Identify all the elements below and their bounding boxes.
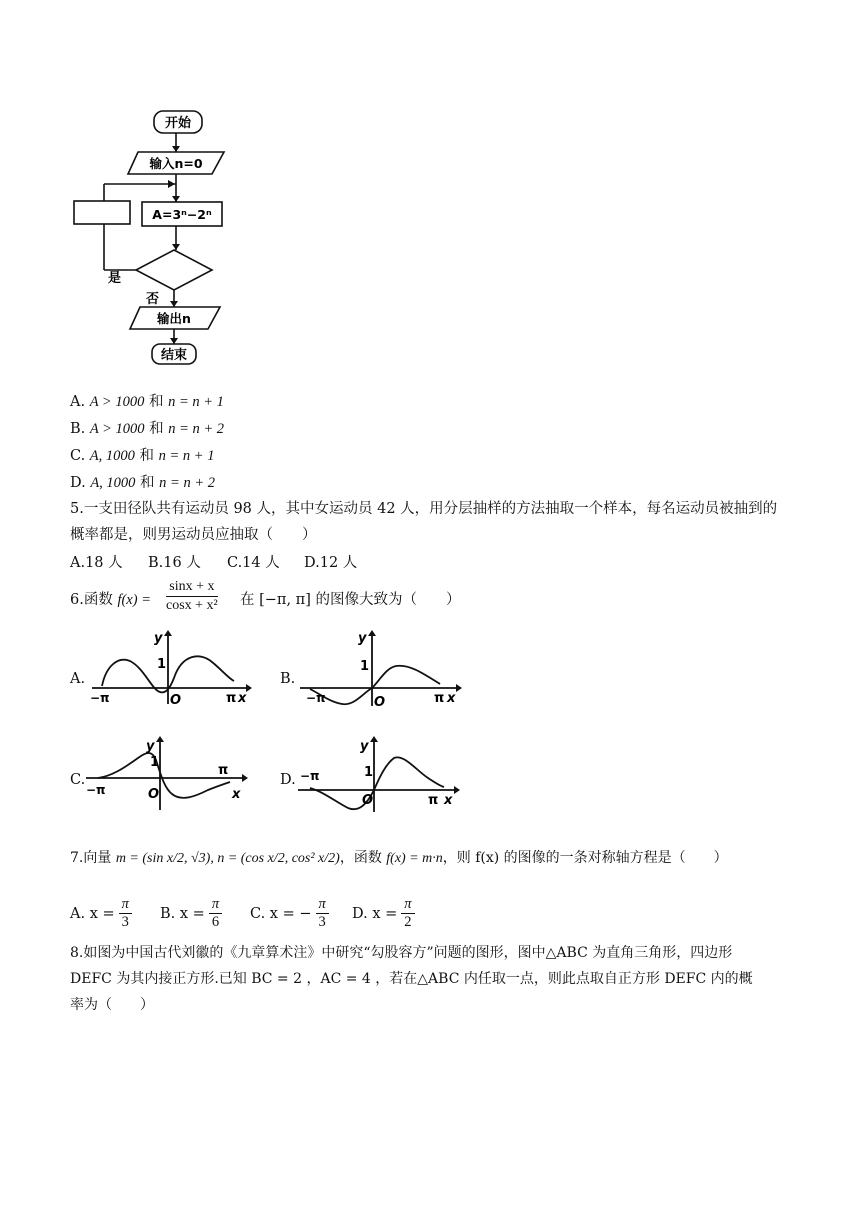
q7-option-b: B. x = $\frac{\pi}{6}$ (160, 896, 222, 931)
graph-a-y-label: y (154, 631, 163, 646)
graph-d-x-label: x (444, 793, 453, 808)
graph-b-negpi-label: −π (306, 691, 326, 705)
q6-label-d: D. (280, 772, 296, 788)
flow-start-label: 开始 (164, 116, 192, 131)
graph-b-x-label: x (447, 691, 456, 706)
graph-d-y-label: y (360, 739, 369, 754)
q6-stem: 6.函数 f(x) = (70, 592, 151, 608)
q5-text-line2: 概率都是，则男运动员应抽取（ ） (70, 527, 317, 543)
q5-option-b: B.16 人 (148, 555, 201, 571)
q6-graph-b (296, 628, 464, 710)
q5-option-a: A.18 人 (70, 555, 123, 571)
flow-input-label: 输入n=0 (149, 156, 203, 171)
q5-option-d: D.12 人 (304, 555, 358, 571)
q8-text-line2: DEFC 为其内接正方形.已知 BC = 2 ，AC = 4 ，若在△ABC 内任取一点，则此点取自正方形 DEFC 内的概 (70, 971, 753, 987)
graph-a-x-label: x (238, 691, 247, 706)
flow-yes-label: 是 (108, 271, 122, 286)
graph-b-one-label: 1 (360, 659, 370, 674)
q8-text-line1: 8.如图为中国古代刘徽的《九章算术注》中研究“勾股容方”问题的图形，图中△ABC 为直角三角形，四边形 (70, 945, 733, 961)
q5-text-line1: 5.一支田径队共有运动员 98 人，其中女运动员 42 人，用分层抽样的方法抽取一个样本，每名运动员被抽到的 (70, 501, 778, 517)
q4-option-d: D. A, 1000 和 n = n + 2 (70, 475, 215, 491)
q8-text-line3: 率为（ ） (70, 997, 154, 1013)
q6-label-c: C. (70, 772, 86, 788)
graph-b-pi-label: π (434, 691, 445, 706)
graph-b-origin-label: O (374, 695, 386, 710)
q4-option-a: A. A > 1000 和 n = n + 1 (70, 394, 224, 410)
flowchart (68, 104, 248, 366)
q6-numerator: sinx + x (166, 578, 218, 597)
q7-option-c: C. x = − $\frac{\pi}{3}$ (250, 896, 329, 931)
graph-d-pi-label: π (428, 793, 439, 808)
graph-c-one-label: 1 (150, 755, 160, 770)
q7-option-a: A. x = $\frac{\pi}{3}$ (70, 896, 132, 931)
q7-function: f(x) = m·n (386, 851, 443, 866)
q6-graph-a (88, 628, 253, 708)
graph-d-origin-label: O (362, 793, 374, 808)
q4-option-c: C. A, 1000 和 n = n + 1 (70, 448, 215, 464)
graph-c-negpi-label: −π (86, 783, 106, 797)
graph-c-x-label: x (232, 787, 241, 802)
q6-graph-c (84, 736, 250, 814)
flow-output-label: 输出n (157, 311, 191, 326)
q6-denominator: cosx + x² (166, 598, 218, 613)
q6-graph-d (296, 736, 462, 816)
flow-end-label: 结束 (160, 348, 188, 363)
graph-a-one-label: 1 (157, 657, 167, 672)
graph-a-pi-label: π (226, 691, 237, 706)
graph-c-origin-label: O (148, 787, 160, 802)
graph-a-negpi-label: −π (90, 691, 110, 705)
q7-vectors: m = (sin x/2, √3), n = (cos x/2, cos² x/2) (115, 851, 340, 866)
q6-interval: 在 [−π, π] 的图像大致为（ ） (240, 592, 461, 608)
graph-b-y-label: y (358, 631, 367, 646)
q6-fraction (166, 578, 218, 615)
graph-d-negpi-label: −π (300, 769, 320, 783)
graph-a-origin-label: O (170, 693, 182, 708)
flow-assign-label: A=3ⁿ−2ⁿ (152, 207, 212, 222)
graph-c-y-label: y (146, 739, 155, 754)
q7-stem: 7.向量 m = (sin x/2, √3), n = (cos x/2, cos² x/2)，函数 f(x) = m·n，则 f(x) 的图像的一条对称轴方程是（ ） (70, 850, 728, 866)
q5-option-c: C.14 人 (227, 555, 280, 571)
q7-option-d: D. x = $\frac{\pi}{2}$ (352, 896, 415, 931)
graph-c-pi-label: π (218, 763, 229, 778)
q6-label-a: A. (70, 671, 86, 687)
flow-no-label: 否 (146, 292, 160, 307)
q4-option-b: B. A > 1000 和 n = n + 2 (70, 421, 225, 437)
graph-d-one-label: 1 (364, 765, 374, 780)
q6-label-b: B. (280, 671, 296, 687)
